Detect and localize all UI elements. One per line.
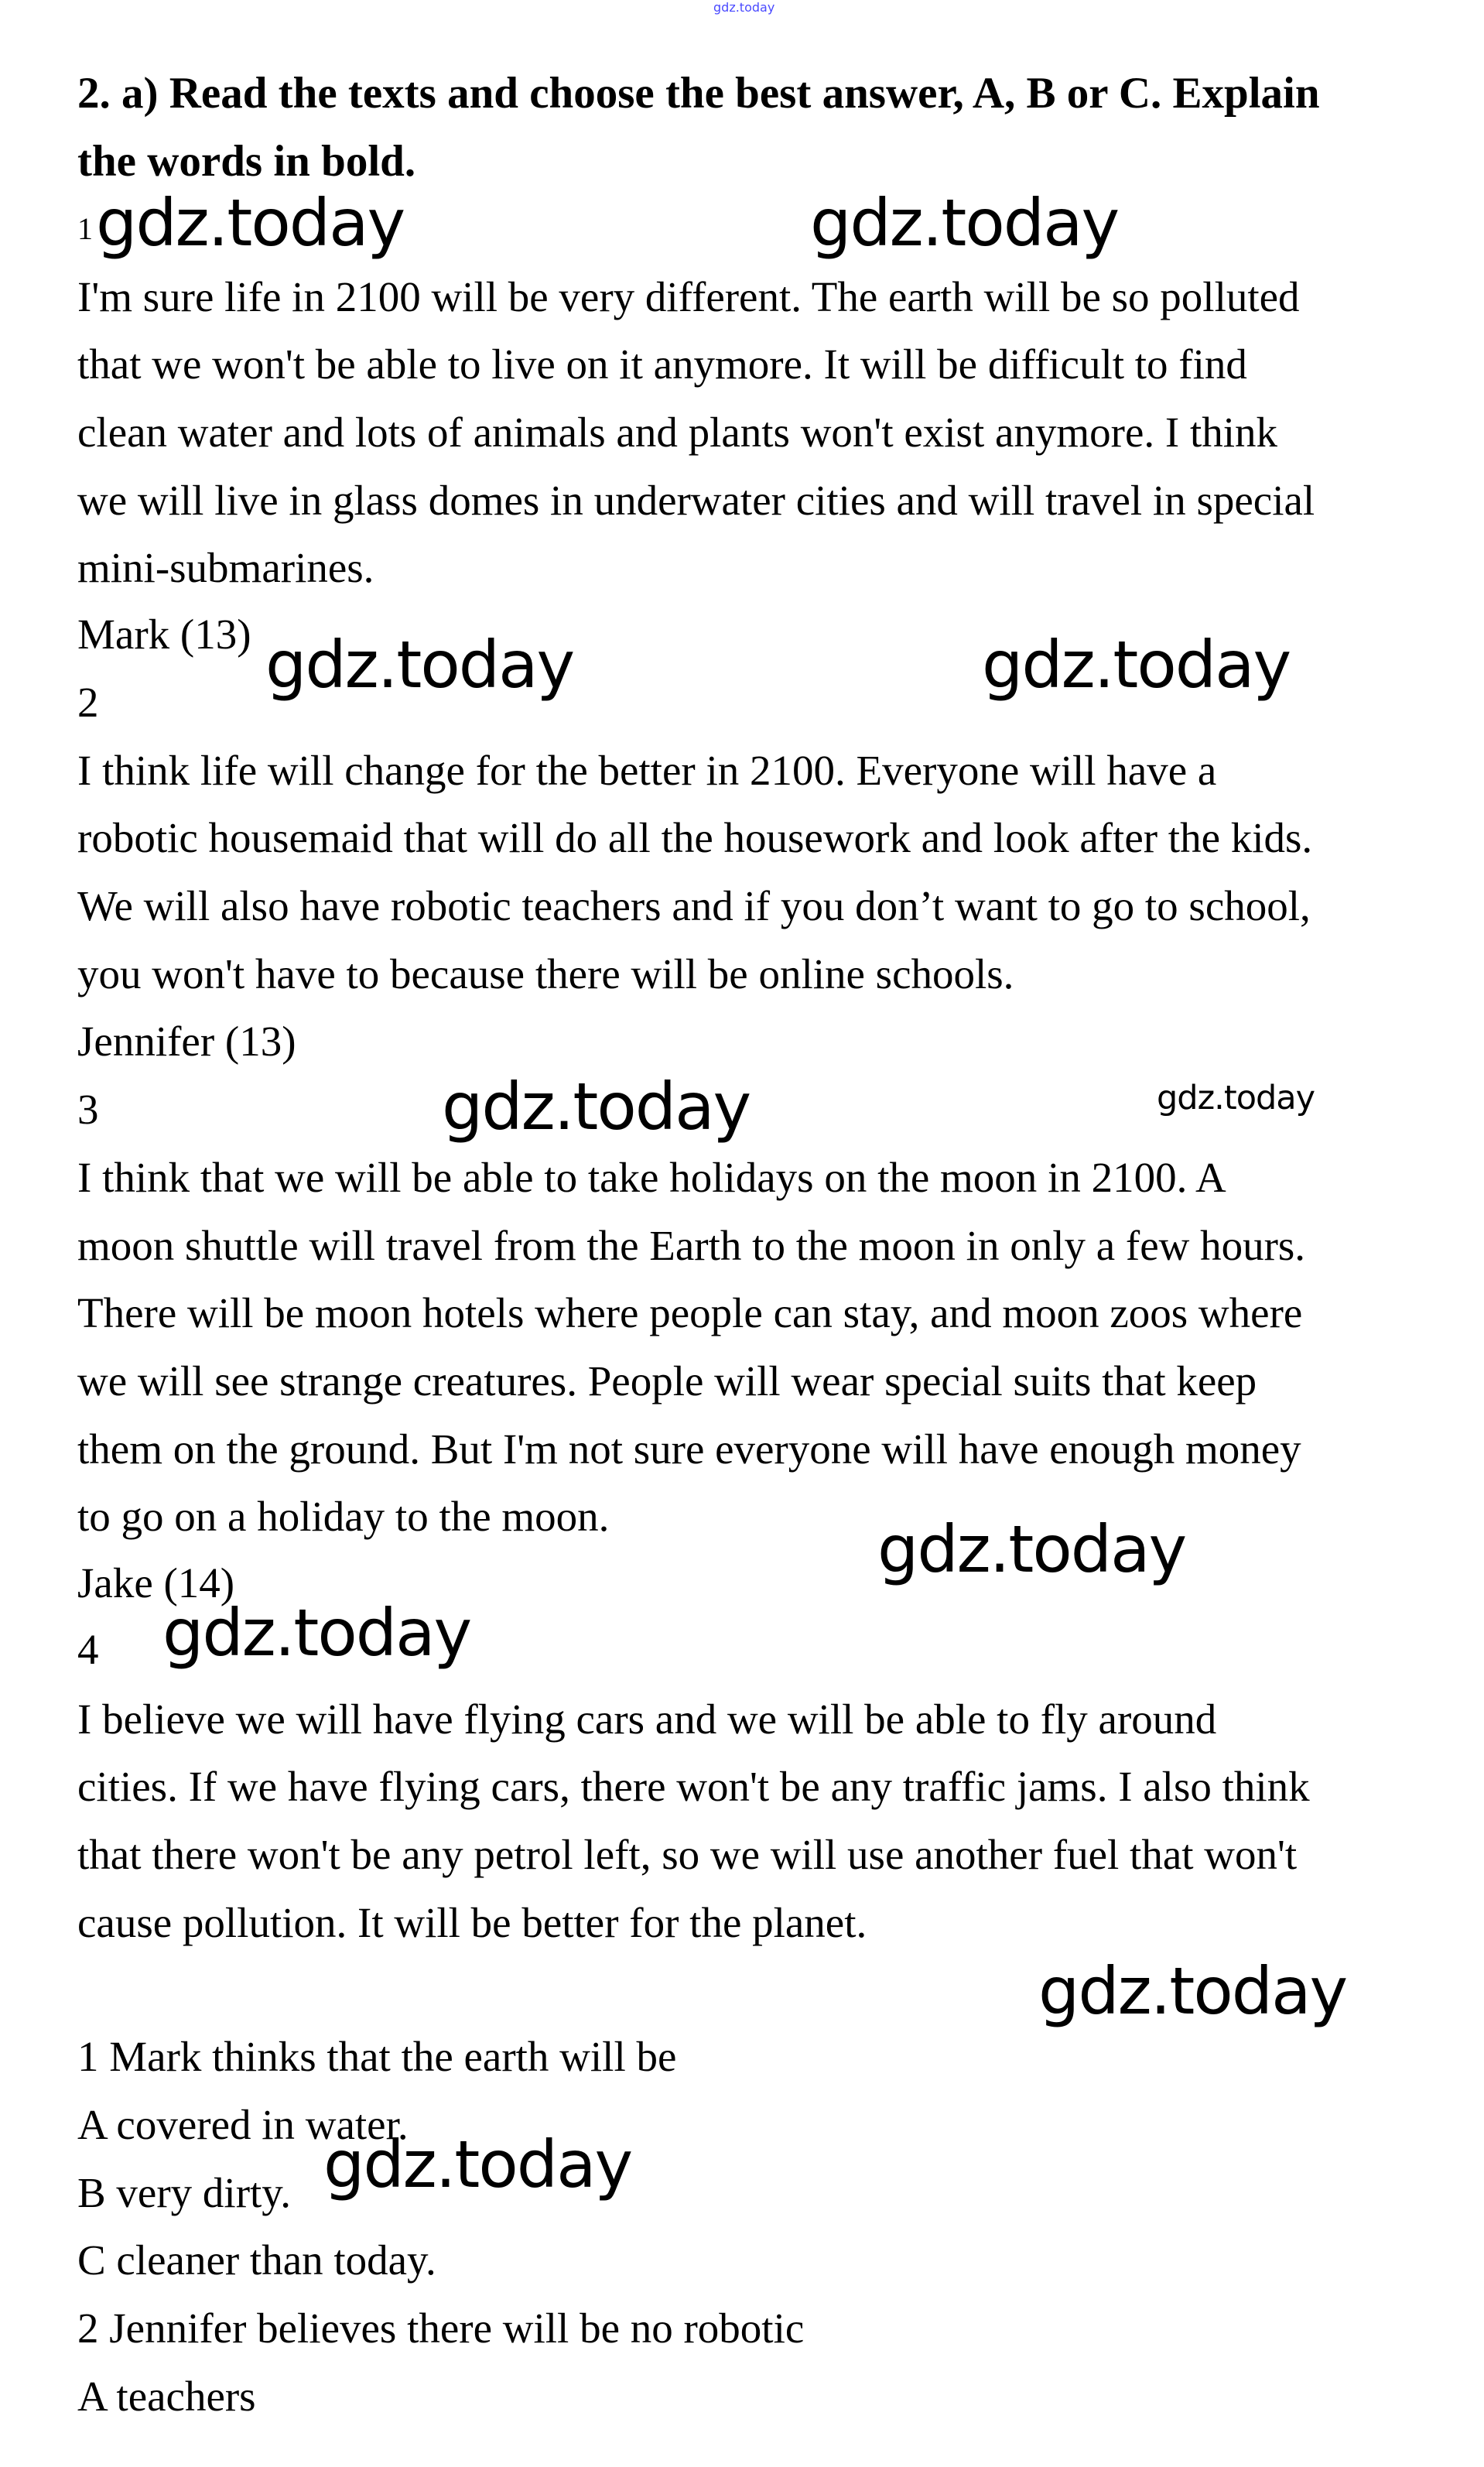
- watermark: gdz.today: [877, 1511, 1186, 1587]
- text-line: moon shuttle will travel from the Earth to the moon in only a few hours.: [77, 1222, 1306, 1269]
- text-author: Mark (13): [77, 611, 251, 658]
- text-line: cities. If we have flying cars, there won't be any traffic jams. I also think: [77, 1763, 1310, 1810]
- text-line: that there won't be any petrol left, so we will use another fuel that won't: [77, 1831, 1298, 1878]
- text-line: I think that we will be able to take holidays on the moon in 2100. A: [77, 1154, 1226, 1201]
- text-author: Jake (14): [77, 1559, 235, 1606]
- watermark: gdz.today: [810, 185, 1119, 261]
- text-line: that we won't be able to live on it anymore. It will be difficult to find: [77, 340, 1247, 388]
- text-number: 4: [77, 1626, 99, 1673]
- text-line: I believe we will have flying cars and we will be able to fly around: [77, 1695, 1217, 1743]
- text-line: I think life will change for the better in 2100. Everyone will have a: [77, 747, 1217, 794]
- text-line: we will live in glass domes in underwater cities and will travel in special: [77, 477, 1315, 524]
- text-line: them on the ground. But I'm not sure everyone will have enough money: [77, 1425, 1301, 1473]
- watermark: gdz.today: [982, 627, 1291, 703]
- text-line: There will be moon hotels where people can stay, and moon zoos where: [77, 1289, 1303, 1336]
- question-option: C cleaner than today.: [77, 2236, 436, 2284]
- watermark: gdz.today: [162, 1595, 471, 1671]
- text-line: you won't have to because there will be online schools.: [77, 950, 1014, 997]
- text-number: 1: [77, 211, 93, 246]
- watermark: gdz.today: [96, 185, 405, 261]
- text-number: 2: [77, 679, 99, 726]
- text-line: mini-submarines.: [77, 544, 374, 591]
- watermark: gdz.today: [323, 2127, 632, 2202]
- watermark: gdz.today: [265, 627, 574, 703]
- watermark: gdz.today: [1038, 1953, 1347, 2029]
- exercise-title: 2. a) Read the texts and choose the best answer, A, B or C. Explain: [77, 69, 1320, 118]
- question-option: B very dirty.: [77, 2169, 291, 2216]
- watermark: gdz.today: [442, 1069, 751, 1145]
- text-author: Jennifer (13): [77, 1018, 296, 1065]
- watermark-top: gdz.today: [713, 0, 775, 15]
- text-line: clean water and lots of animals and plants won't exist anymore. I think: [77, 409, 1278, 456]
- question-stem: 2 Jennifer believes there will be no robotic: [77, 2304, 805, 2352]
- text-line: We will also have robotic teachers and if you don’t want to go to school,: [77, 882, 1311, 929]
- text-line: robotic housemaid that will do all the housework and look after the kids.: [77, 814, 1313, 861]
- text-line: to go on a holiday to the moon.: [77, 1493, 610, 1540]
- text-line: we will see strange creatures. People will wear special suits that keep: [77, 1357, 1257, 1405]
- question-stem: 1 Mark thinks that the earth will be: [77, 2033, 677, 2080]
- text-line: cause pollution. It will be better for the planet.: [77, 1899, 867, 1946]
- question-option: A teachers: [77, 2373, 256, 2420]
- text-number: 3: [77, 1086, 99, 1133]
- question-option: A covered in water.: [77, 2101, 409, 2148]
- text-line: I'm sure life in 2100 will be very different. The earth will be so polluted: [77, 273, 1300, 320]
- exercise-title: the words in bold.: [77, 137, 416, 186]
- watermark: gdz.today: [1157, 1079, 1315, 1117]
